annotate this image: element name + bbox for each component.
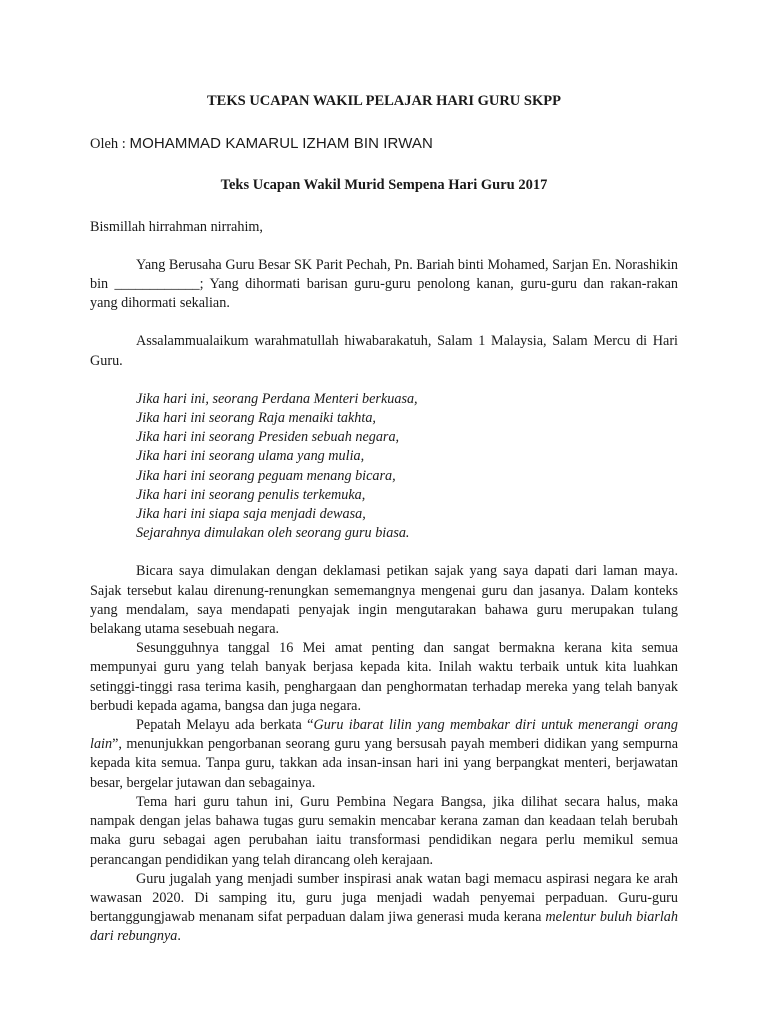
poem-block [136,390,678,544]
poem-line: Sejarahnya dimulakan oleh seorang guru biasa. [136,525,410,542]
poem-line: Jika hari ini siapa saja menjadi dewasa, [136,506,366,523]
poem-line: Jika hari ini seorang ulama yang mulia, [136,448,365,465]
paragraph-5-end: . [177,928,181,945]
body-paragraph-2: Sesungguhnya tanggal 16 Mei amat penting dan sangat bermakna kerana kita semua mempunyai guru yang telah banyak berjasa kepada kita. Inilah waktu terbaik untuk kita luahkan setinggi-tinggi rasa terima kasih, penghargaan dan penghormatan terhadap mereka yang telah banyak berbudi kepada agama, bangsa dan juga negara. [90,640,678,714]
paragraph-3-lead: Pepatah Melayu ada berkata “ [136,717,314,734]
body-paragraph-3 [90,716,678,793]
author-line [90,134,678,154]
poem-line: Jika hari ini seorang Raja menaiki takhta, [136,410,376,427]
proverb-italic: melentur buluh biarlah dari rebungnya [90,909,678,945]
salam-paragraph: Assalammualaikum warahmatullah hiwabarakatuh, Salam 1 Malaysia, Salam Mercu di Hari Guru. [90,333,678,369]
poem-line: Jika hari ini, seorang Perdana Menteri berkuasa, [136,390,418,407]
body-paragraph-5 [90,870,678,947]
greeting: Bismillah hirrahman nirrahim, [90,218,263,235]
poem-line: Jika hari ini seorang penulis terkemuka, [136,486,366,503]
author-label: Oleh : [90,136,126,153]
poem-line: Jika hari ini seorang Presiden sebuah negara, [136,429,400,446]
speech-subtitle: Teks Ucapan Wakil Murid Sempena Hari Guru 2017 [220,177,548,194]
poem-line: Jika hari ini seorang peguam menang bicara, [136,467,396,484]
salutation-paragraph: Yang Berusaha Guru Besar SK Parit Pechah, Pn. Bariah binti Mohamed, Sarjan En. Norashikin bin ____________; Yang dihormati barisan guru-guru penolong kanan, guru-guru dan rakan-rakan yang dihormati sekalian. [90,256,678,312]
paragraph-5-lead: Guru jugalah yang menjadi sumber inspirasi anak watan bagi memacu aspirasi negara ke arah wawasan 2020. Di samping itu, guru juga menjadi wadah penyemai perpaduan. Guru-guru bertanggungjawab menanam sifat perpaduan dalam jiwa generasi muda kerana [90,870,678,926]
document-title: TEKS UCAPAN WAKIL PELAJAR HARI GURU SKPP [207,93,561,109]
author-name: MOHAMMAD KAMARUL IZHAM BIN IRWAN [129,135,433,153]
proverb-quote: Guru ibarat lilin yang membakar diri untuk menerangi orang lain [90,717,678,753]
body-paragraph-1: Bicara saya dimulakan dengan deklamasi petikan sajak yang saya dapati dari laman maya. Sajak tersebut kalau direnung-renungkan sememangnya mengenai guru dan jasanya. Dalam konteks yang mendalam, saya mendapati penyajak ingin mengutarakan bahawa guru merupakan tulang belakang utama sesebuah negara. [90,563,678,638]
body-paragraph-4: Tema hari guru tahun ini, Guru Pembina Negara Bangsa, jika dilihat secara halus, maka nampak dengan jelas bahawa tugas guru semakin mencabar kerana zaman dan keadaan telah berubah maka guru sebagai agen perubahan iaitu transformasi pendidikan negara perlu memikul semua perancangan pendidikan yang telah dirancang oleh kerajaan. [90,793,678,868]
paragraph-3-rest: ”, menunjukkan pengorbanan seorang guru yang bersusah payah memberi didikan yang sempurna kepada kita semua. Tanpa guru, takkan ada insan-insan hari ini yang berpangkat menteri, berjawatan besar, bergelar jutawan dan sebagainya. [90,736,678,791]
